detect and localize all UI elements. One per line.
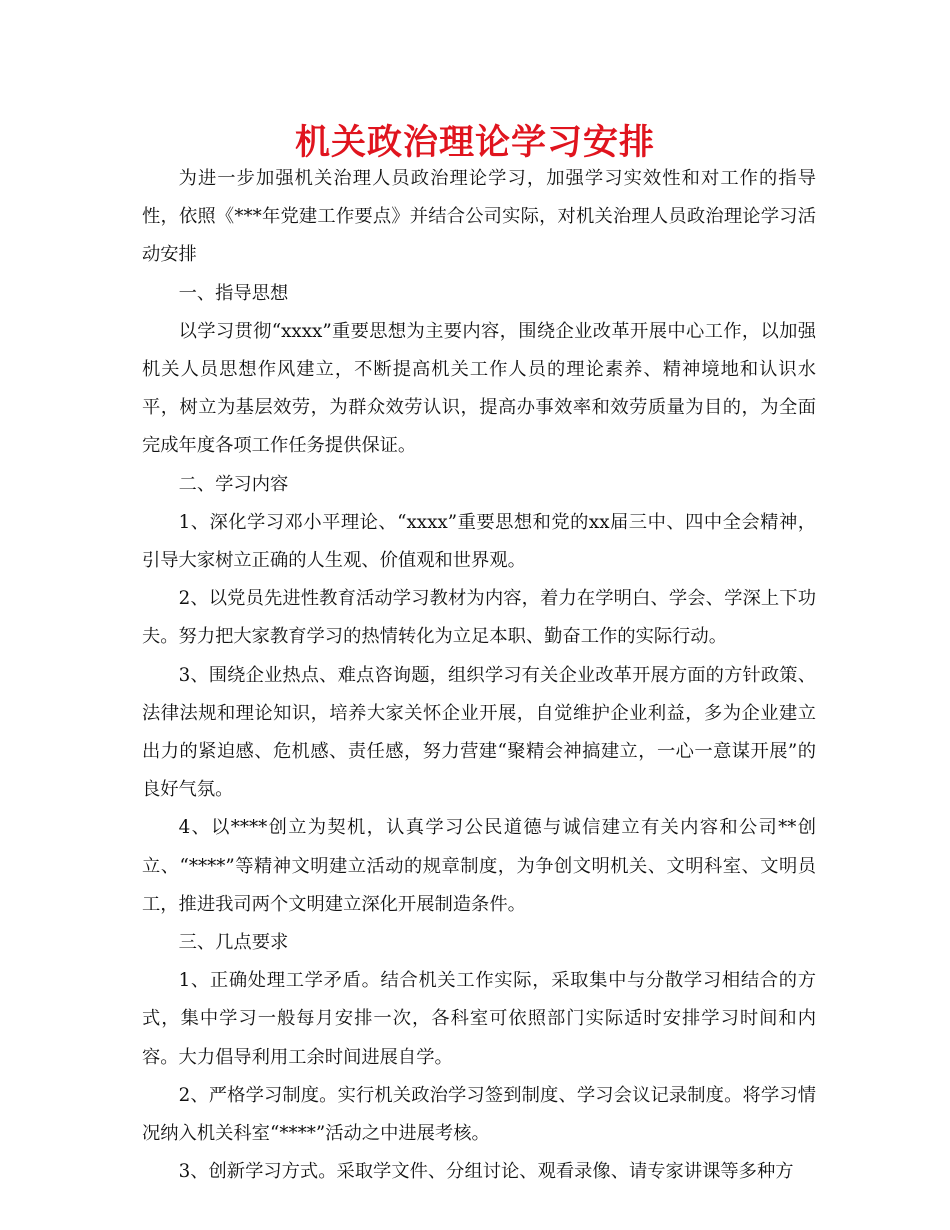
section-heading-guiding-ideology: 一、指导思想: [178, 282, 289, 304]
document-title: 机关政治理论学习安排: [294, 123, 655, 163]
paragraph-study-item-4: 4、以****创立为契机，认真学习公民道德与诚信建立有关内容和公司**创立、“****”等精神文明建立活动的规章制度，为争创文明机关、文明科室、文明员工，推进我司两个文明建立深化开展制造条件。: [142, 817, 816, 915]
paragraph-requirement-3: 3、创新学习方式。采取学文件、分组讨论、观看录像、请专家讲课等多种方: [178, 1161, 794, 1183]
paragraph-requirement-2: 2、严格学习制度。实行机关政治学习签到制度、学习会议记录制度。将学习情况纳入机关科室“****”活动之中进展考核。: [142, 1084, 816, 1145]
paragraph-study-item-2: 2、以党员先进性教育活动学习教材为内容，着力在学明白、学会、学深上下功夫。努力把大家教育学习的热情转化为立足本职、勤奋工作的实际行动。: [142, 588, 816, 648]
paragraph-requirement-1: 1、正确处理工学矛盾。结合机关工作实际，采取集中与分散学习相结合的方式，集中学习一般每月安排一次，各科室可依照部门实际适时安排学习时间和内容。大力倡导利用工余时间进展自学。: [142, 970, 816, 1068]
paragraph-guiding-ideology: 以学习贯彻“xxxx”重要思想为主要内容，围绕企业改革开展中心工作，以加强机关人员思想作风建立，不断提高机关工作人员的理论素养、精神境地和认识水平，树立为基层效劳，为群众效劳认识，提高办事效率和效劳质量为目的，为全面完成年度各项工作任务提供保证。: [142, 320, 816, 457]
document-body: [142, 160, 816, 1191]
section-heading-study-content: 二、学习内容: [178, 473, 289, 495]
paragraph-study-item-1: 1、深化学习邓小平理论、“xxxx”重要思想和党的xx届三中、四中全会精神，引导大家树立正确的人生观、价值观和世界观。: [142, 511, 816, 572]
paragraph-study-item-3: 3、围绕企业热点、难点咨询题，组织学习有关企业改革开展方面的方针政策、法律法规和理论知识，培养大家关怀企业开展，自觉维护企业利益，多为企业建立出力的紧迫感、危机感、责任感，努力营建“聚精会神搞建立，一心一意谋开展”的良好气氛。: [142, 664, 816, 801]
section-heading-requirements: 三、几点要求: [178, 932, 289, 954]
paragraph-intro: 为进一步加强机关治理人员政治理论学习，加强学习实效性和对工作的指导性，依照《***年党建工作要点》并结合公司实际，对机关治理人员政治理论学习活动安排: [142, 168, 816, 266]
